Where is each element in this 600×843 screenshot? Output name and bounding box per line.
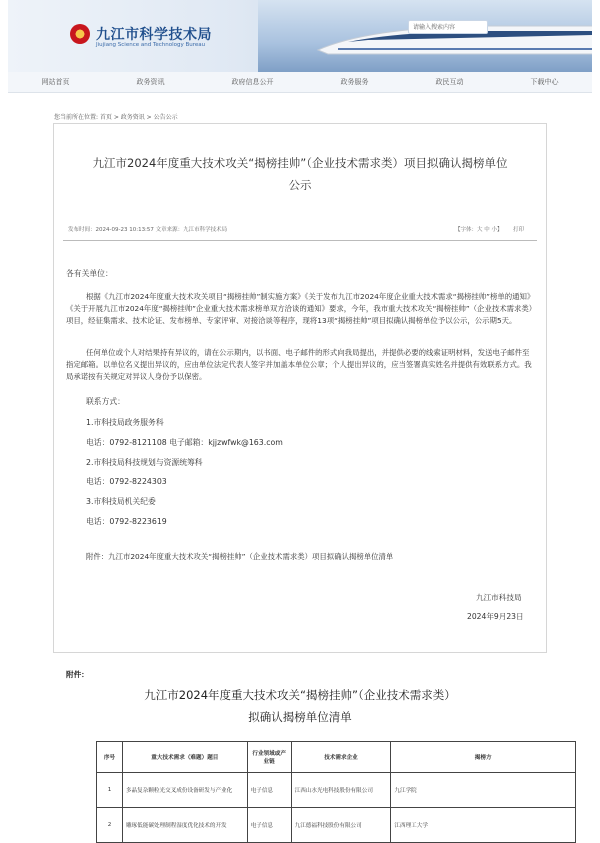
header-cell: 序号 <box>97 742 123 773</box>
contact-3-phone: 电话：0792-8223619 <box>86 517 167 526</box>
table-cell: 电子信息 <box>247 773 291 808</box>
header-cell: 揭榜方 <box>391 742 576 773</box>
article-panel <box>53 123 547 653</box>
nav-item-services[interactable]: 政务服务 <box>340 78 369 86</box>
nav-item-downloads[interactable]: 下载中心 <box>530 78 559 86</box>
breadcrumb[interactable]: 您当前所在位置: 首页 > 政务资讯 > 公告公示 <box>54 114 178 121</box>
contact-2-phone: 电话：0792-8224303 <box>86 477 167 486</box>
header-cell: 技术需求企业 <box>291 742 391 773</box>
table-cell: 江西理工大学 <box>391 808 576 843</box>
emblem-icon <box>70 24 90 44</box>
contact-3-name: 3.市科技局机关纪委 <box>86 497 156 506</box>
print-link[interactable]: 打印 <box>513 227 525 233</box>
table-cell: 江西山水光电科技股份有限公司 <box>291 773 391 808</box>
nav-item-interaction[interactable]: 政民互动 <box>435 78 464 86</box>
attachment-title <box>60 684 540 728</box>
site-subtitle: Jiujiang Science and Technology Bureau <box>96 42 206 48</box>
header-banner <box>8 0 592 72</box>
header-cell: 重大技术需求（难题）题目 <box>122 742 247 773</box>
table-cell: 九江学院 <box>391 773 576 808</box>
nav-item-news[interactable]: 政务资讯 <box>136 78 165 86</box>
contact-2-name: 2.市科技局科技规划与资源统筹科 <box>86 458 203 467</box>
main-nav <box>8 72 592 93</box>
attachment-label: 附件： <box>66 670 89 679</box>
article-tools <box>455 225 524 233</box>
signature-org: 九江市科技局 <box>476 593 522 602</box>
table-cell: 九江德福科技股份有限公司 <box>291 808 391 843</box>
table-cell: 雕琢低能碳处理制程湿度优化技术的开发 <box>122 808 247 843</box>
header-cell: 行业领域或产业链 <box>247 742 291 773</box>
article-title-line2: 公示 <box>288 178 312 192</box>
contact-1-name: 1.市科技局政务服务科 <box>86 418 164 427</box>
font-size-toggle[interactable]: 【字体：大 中 小】 <box>455 227 503 233</box>
table-cell: 电子信息 <box>247 808 291 843</box>
attachment-title-line1: 九江市2024年度重大技术攻关“揭榜挂帅”（企业技术需求类） <box>144 688 456 702</box>
site-title[interactable]: 九江市科学技术局 <box>96 27 212 43</box>
contact-heading: 联系方式： <box>86 397 125 406</box>
table-cell: 2 <box>97 808 123 843</box>
paragraph-2: 任何单位或个人对结果持有异议的，请在公示期内，以书面、电子邮件的形式向我局提出，并提供必要的线索证明材料，发送电子邮件至指定邮箱。以单位名义提出异议的，应由单位法定代表人签字并加盖本单位公章；个人提出异议的，应当签署真实姓名并提供有效联系方式。我局承诺按有关规定对异议人身份予以保密。 <box>66 348 532 381</box>
article-title <box>63 152 537 196</box>
divider <box>63 240 537 241</box>
attachment-title-line2: 拟确认揭榜单位清单 <box>248 710 352 724</box>
signature-date: 2024年9月23日 <box>467 612 524 621</box>
table-row <box>97 808 576 843</box>
contact-1-phone: 电话：0792-8121108 电子邮箱：kjjzwfwk@163.com <box>86 438 283 447</box>
attachment-link[interactable]: 附件：九江市2024年度重大技术攻关“揭榜挂帅”（企业技术需求类）项目拟确认揭榜单位清单 <box>86 552 394 561</box>
salutation: 各有关单位： <box>66 269 113 278</box>
nav-item-home[interactable]: 网站首页 <box>41 78 70 86</box>
article-title-line1: 九江市2024年度重大技术攻关“揭榜挂帅”（企业技术需求类）项目拟确认揭榜单位 <box>92 156 508 170</box>
table-row <box>97 773 576 808</box>
nav-item-disclosure[interactable]: 政府信息公开 <box>231 78 274 86</box>
table-cell: 多晶复杂颗粒光交叉成份设备研发与产业化 <box>122 773 247 808</box>
table-header-row <box>97 742 576 773</box>
paragraph-1: 根据《九江市2024年度重大技术攻关项目“揭榜挂帅”制实施方案》《关于发布九江市2024年度企业重大技术需求“揭榜挂帅”榜单的通知》《关于开展九江市2024年度“揭榜挂帅”企业重大技术需求榜单双方洽谈的通知》要求，今年，我市重大技术攻关“揭榜挂帅”（企业技术需求类）项目，经征集需求、技术论证、发布榜单、专家评审、对接洽谈等程序，现将13项“揭榜挂帅”项目拟确认揭榜单位予以公示，公示期5天。 <box>66 292 535 325</box>
table-cell: 1 <box>97 773 123 808</box>
unit-list-table <box>96 741 576 843</box>
article-meta: 发布时间：2024-09-23 10:13:57 文章来源：九江市科学技术局 <box>68 227 228 233</box>
search-input[interactable]: 请输入搜索内容 <box>408 20 488 34</box>
